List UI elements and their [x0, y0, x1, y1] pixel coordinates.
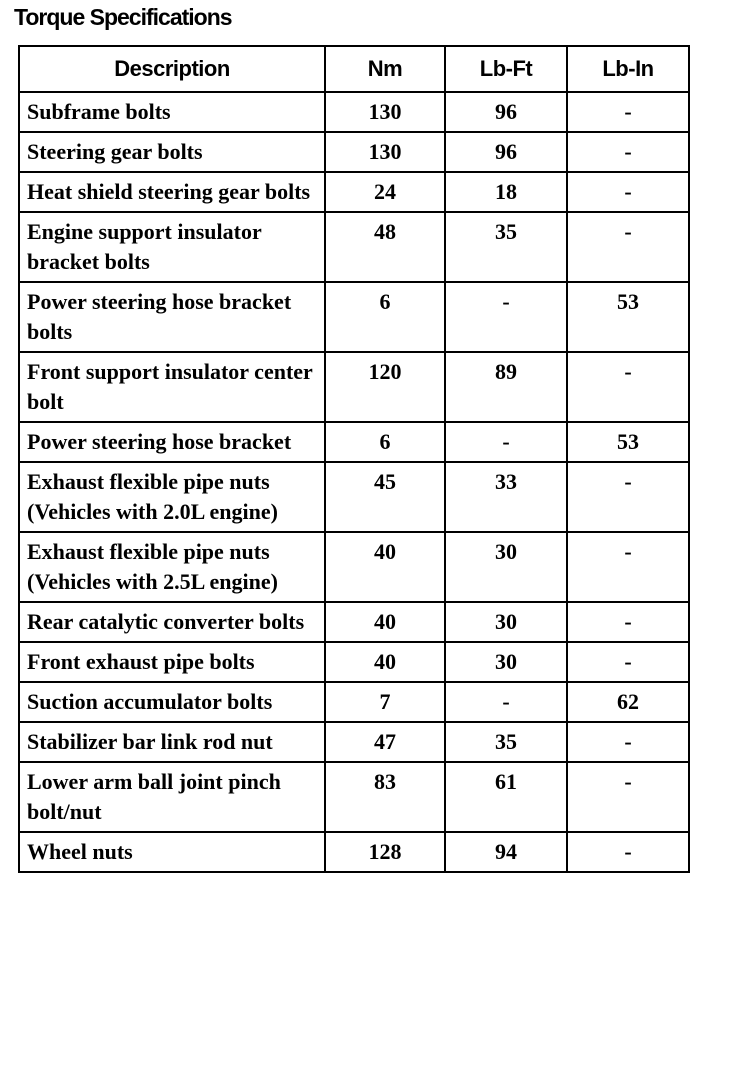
lbft-cell: 30	[445, 642, 567, 682]
lbft-cell: 35	[445, 212, 567, 282]
nm-cell: 40	[325, 602, 445, 642]
nm-cell: 6	[325, 422, 445, 462]
lbin-cell: -	[567, 642, 689, 682]
lbft-cell: 30	[445, 602, 567, 642]
description-cell: Exhaust flexible pipe nuts (Vehicles with 2.0L engine)	[19, 462, 325, 532]
nm-cell: 6	[325, 282, 445, 352]
description-cell: Stabilizer bar link rod nut	[19, 722, 325, 762]
table-row	[19, 682, 689, 722]
description-cell: Rear catalytic converter bolts	[19, 602, 325, 642]
table-row	[19, 132, 689, 172]
lbft-cell: -	[445, 282, 567, 352]
table-row	[19, 762, 689, 832]
nm-cell: 48	[325, 212, 445, 282]
nm-cell: 128	[325, 832, 445, 872]
lbin-cell: -	[567, 602, 689, 642]
nm-cell: 47	[325, 722, 445, 762]
lbft-cell: -	[445, 422, 567, 462]
lbft-cell: 18	[445, 172, 567, 212]
description-cell: Power steering hose bracket bolts	[19, 282, 325, 352]
lbin-cell: 53	[567, 422, 689, 462]
lbin-cell: -	[567, 832, 689, 872]
nm-cell: 130	[325, 132, 445, 172]
header-row	[19, 46, 689, 92]
description-cell: Power steering hose bracket	[19, 422, 325, 462]
lbft-cell: -	[445, 682, 567, 722]
lbft-cell: 30	[445, 532, 567, 602]
lbin-cell: -	[567, 532, 689, 602]
nm-cell: 40	[325, 642, 445, 682]
lbin-cell: -	[567, 462, 689, 532]
table-row	[19, 532, 689, 602]
description-cell: Suction accumulator bolts	[19, 682, 325, 722]
nm-cell: 24	[325, 172, 445, 212]
nm-cell: 7	[325, 682, 445, 722]
nm-cell: 130	[325, 92, 445, 132]
description-cell: Front exhaust pipe bolts	[19, 642, 325, 682]
lbin-cell: -	[567, 132, 689, 172]
lbft-cell: 61	[445, 762, 567, 832]
lbin-cell: -	[567, 352, 689, 422]
table-row	[19, 642, 689, 682]
description-cell: Wheel nuts	[19, 832, 325, 872]
lbin-cell: -	[567, 762, 689, 832]
page-title: Torque Specifications	[14, 4, 232, 30]
description-cell: Subframe bolts	[19, 92, 325, 132]
nm-cell: 83	[325, 762, 445, 832]
lbin-cell: 53	[567, 282, 689, 352]
table-row	[19, 352, 689, 422]
column-header-description: Description	[19, 46, 325, 92]
lbin-cell: -	[567, 172, 689, 212]
lbft-cell: 89	[445, 352, 567, 422]
lbin-cell: -	[567, 212, 689, 282]
description-cell: Engine support insulator bracket bolts	[19, 212, 325, 282]
description-cell: Steering gear bolts	[19, 132, 325, 172]
nm-cell: 40	[325, 532, 445, 602]
lbft-cell: 35	[445, 722, 567, 762]
lbin-cell: 62	[567, 682, 689, 722]
table-row	[19, 602, 689, 642]
column-header-nm: Nm	[325, 46, 445, 92]
lbin-cell: -	[567, 722, 689, 762]
description-cell: Heat shield steering gear bolts	[19, 172, 325, 212]
nm-cell: 45	[325, 462, 445, 532]
table-row	[19, 282, 689, 352]
description-cell: Lower arm ball joint pinch bolt/nut	[19, 762, 325, 832]
lbft-cell: 33	[445, 462, 567, 532]
column-header-lbft: Lb-Ft	[445, 46, 567, 92]
lbft-cell: 94	[445, 832, 567, 872]
table-row	[19, 92, 689, 132]
column-header-lbin: Lb-In	[567, 46, 689, 92]
table-row	[19, 832, 689, 872]
table-row	[19, 212, 689, 282]
description-cell: Exhaust flexible pipe nuts (Vehicles with 2.5L engine)	[19, 532, 325, 602]
table-row	[19, 172, 689, 212]
torque-spec-table	[18, 45, 690, 873]
table-row	[19, 722, 689, 762]
lbin-cell: -	[567, 92, 689, 132]
table-row	[19, 462, 689, 532]
table-row	[19, 422, 689, 462]
nm-cell: 120	[325, 352, 445, 422]
lbft-cell: 96	[445, 92, 567, 132]
lbft-cell: 96	[445, 132, 567, 172]
description-cell: Front support insulator center bolt	[19, 352, 325, 422]
